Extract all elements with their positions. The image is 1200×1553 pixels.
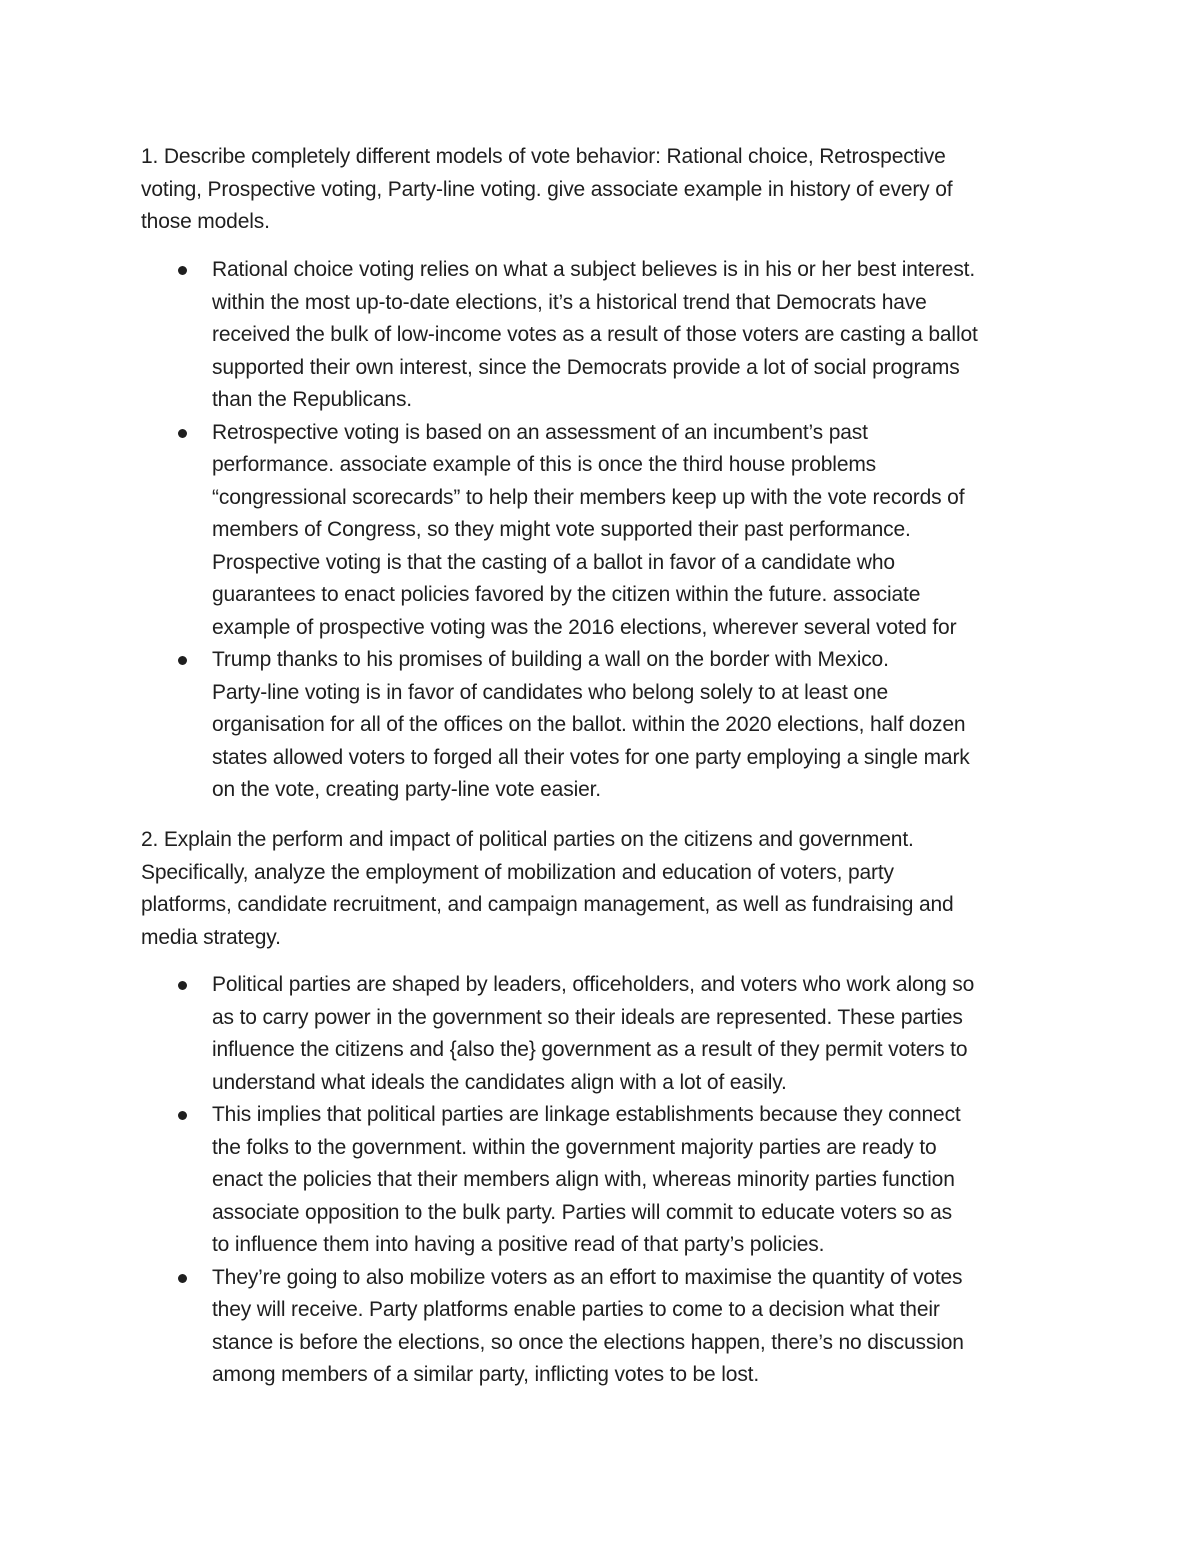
question-2: [141, 824, 1071, 954]
bullet-line: within the most up-to-date elections, it’s a historical trend that Democrats have: [212, 290, 927, 314]
question-1-line: 1. Describe completely different models of vote behavior: Rational choice, Retrospective: [141, 145, 946, 168]
bullet-line: associate opposition to the bulk party. Parties will commit to educate voters so as: [212, 1200, 953, 1224]
bullet-line: enact the policies that their members align with, whereas minority parties function: [212, 1168, 955, 1191]
bullet-line: understand what ideals the candidates align with a lot of easily.: [212, 1070, 787, 1094]
bullet-line: This implies that political parties are linkage establishments because they connect: [212, 1103, 961, 1126]
bullet-line: organisation for all of the offices on the ballot. within the 2020 elections, half dozen: [212, 713, 966, 736]
bullet-line: Rational choice voting relies on what a subject believes is in his or her best interest.: [212, 258, 976, 281]
bullet-line: they will receive. Party platforms enable parties to come to a decision what their: [212, 1298, 940, 1321]
bullet-item: [212, 1262, 1082, 1392]
bullet-line: states allowed voters to forged all their votes for one party employing a single mark: [212, 745, 970, 769]
bullet-line: on the vote, creating party-line vote easier.: [212, 778, 601, 801]
bullet-item: [212, 417, 1082, 645]
bullet-icon: [178, 429, 187, 438]
question-1-line: those models.: [141, 210, 270, 233]
bullet-line: guarantees to enact policies favored by the citizen within the future. associate: [212, 583, 921, 606]
question-1-line: voting, Prospective voting, Party-line voting. give associate example in history of every of: [141, 177, 953, 201]
bullet-line: received the bulk of low-income votes as a result of those voters are casting a ballot: [212, 323, 978, 346]
bullet-line: to influence them into having a positive read of that party’s policies.: [212, 1233, 825, 1256]
bullet-icon: [178, 656, 187, 665]
bullet-item: [212, 1099, 1082, 1262]
bullet-line: Prospective voting is that the casting of a ballot in favor of a candidate who: [212, 550, 895, 574]
bullet-line: Political parties are shaped by leaders, officeholders, and voters who work along so: [212, 973, 975, 996]
bullet-line: members of Congress, so they might vote supported their past performance.: [212, 518, 911, 541]
bullet-line: Trump thanks to his promises of building a wall on the border with Mexico.: [212, 648, 889, 671]
question-2-line: 2. Explain the perform and impact of political parties on the citizens and government.: [141, 828, 914, 851]
bullet-icon: [178, 266, 187, 275]
bullet-line: among members of a similar party, inflicting votes to be lost.: [212, 1363, 760, 1386]
bullet-item: [212, 969, 1082, 1099]
answer-2-bullet-list: [212, 969, 1082, 1392]
bullet-line: “congressional scorecards” to help their members keep up with the vote records of: [212, 485, 965, 509]
question-2-line: platforms, candidate recruitment, and campaign management, as well as fundraising and: [141, 893, 954, 916]
bullet-item: [212, 254, 1082, 417]
bullet-icon: [178, 981, 187, 990]
bullet-item: [212, 644, 1082, 807]
bullet-line: Retrospective voting is based on an assessment of an incumbent’s past: [212, 420, 868, 444]
question-1: [141, 141, 1071, 239]
bullet-line: supported their own interest, since the Democrats provide a lot of social programs: [212, 355, 960, 379]
bullet-line: influence the citizens and {also the} government as a result of they permit voters to: [212, 1038, 968, 1061]
bullet-icon: [178, 1274, 187, 1283]
question-2-line: media strategy.: [141, 925, 281, 949]
bullet-icon: [178, 1111, 187, 1120]
question-2-line: Specifically, analyze the employment of mobilization and education of voters, party: [141, 860, 894, 884]
bullet-line: example of prospective voting was the 2016 elections, wherever several voted for: [212, 615, 957, 639]
bullet-line: as to carry power in the government so their ideals are represented. These parties: [212, 1005, 963, 1029]
bullet-line: They’re going to also mobilize voters as an effort to maximise the quantity of votes: [212, 1265, 963, 1289]
bullet-line: performance. associate example of this is once the third house problems: [212, 453, 877, 476]
bullet-line: Party-line voting is in favor of candidates who belong solely to at least one: [212, 680, 889, 704]
bullet-line: the folks to the government. within the government majority parties are ready to: [212, 1135, 937, 1159]
bullet-line: stance is before the elections, so once the elections happen, there’s no discussion: [212, 1330, 964, 1354]
bullet-line: than the Republicans.: [212, 388, 412, 411]
answer-1-bullet-list: [212, 254, 1082, 807]
